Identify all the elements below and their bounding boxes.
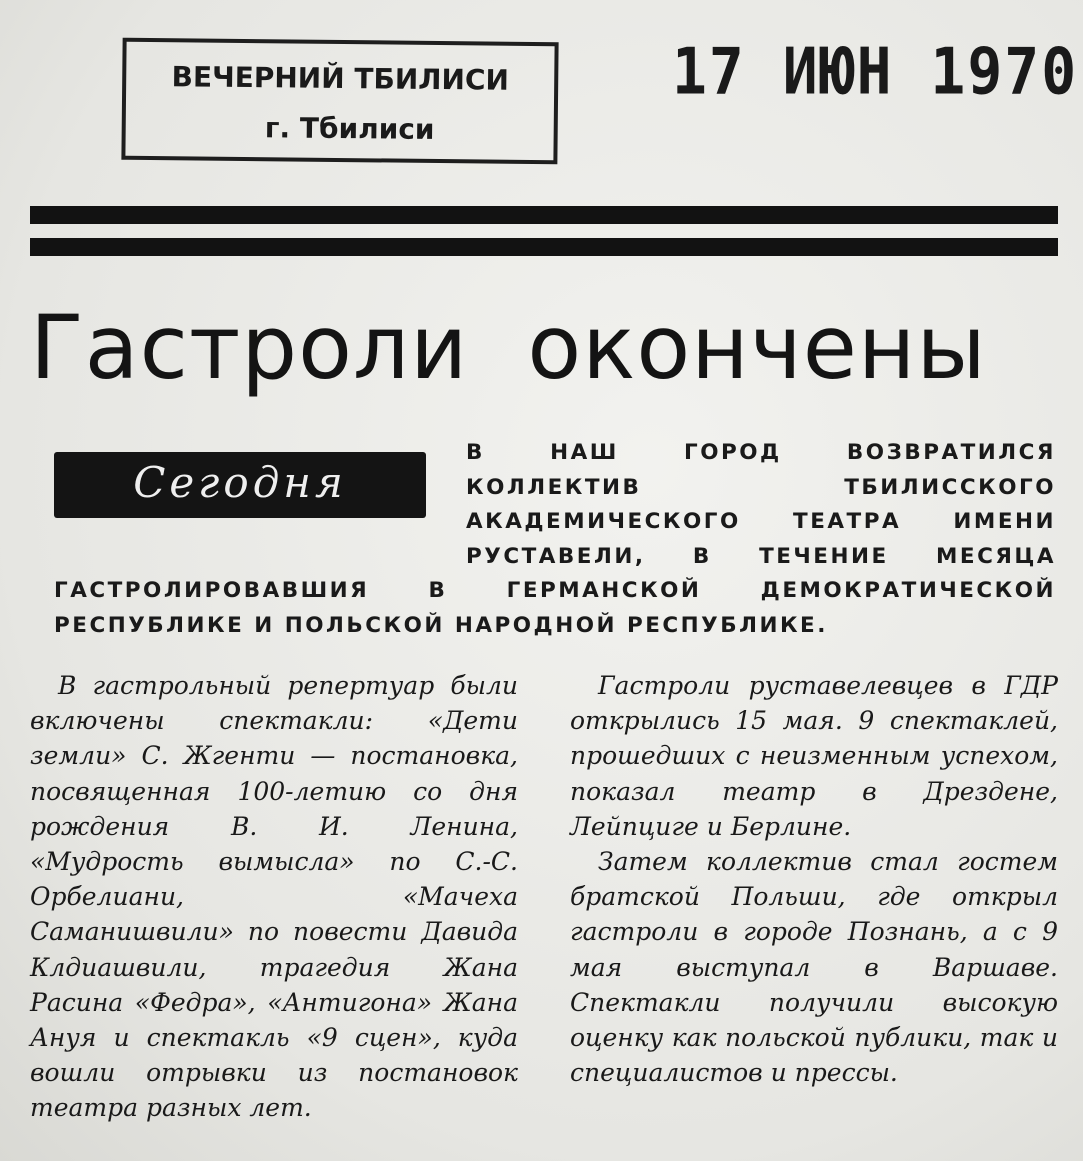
newspaper-source-stamp	[121, 38, 558, 165]
header-rule-bottom	[30, 238, 1058, 256]
rubric-badge	[54, 452, 426, 518]
column-right-paragraph-2: Затем коллектив стал гостем братской Польши, где открыл гастроли в городе Познань, а с 9 мая выступал в Варшаве. Спектакли получили высокую оценку как польской публики, так и специалистов и прессы.	[570, 847, 1058, 1088]
column-left-paragraph: В гастрольный репертуар были включены спектакли: «Дети земли» С. Жгенти — постановка, посвященная 100-летию со дня рождения В. И. Ленина, «Мудрость вымысла» по С.-С. Орбелиани, «Мачеха Саманишвили» по повести Давида Клдиашвили, трагедия Жана Расина «Федра», «Антигона» Жана Ануя и спектакль «9 сцен», куда вошли отрывки из постановок театра разных лет.	[30, 671, 518, 1123]
lead-text: В НАШ ГОРОД ВОЗВРАТИЛСЯ КОЛЛЕКТИВ ТБИЛИССКОГО АКАДЕМИЧЕСКОГО ТЕАТРА ИМЕНИ РУСТАВЕЛИ, В ТЕЧЕНИЕ МЕСЯЦА ГАСТРОЛИРОВАВШИЯ В ГЕРМАНСКОЙ ДЕМОКРАТИЧЕСКОЙ РЕСПУБЛИКЕ И ПОЛЬСКОЙ НАРОДНОЙ РЕСПУБЛИКЕ.	[54, 440, 1056, 638]
article-column-left	[30, 668, 518, 1126]
stamp-newspaper-name: ВЕЧЕРНИЙ ТБИЛИСИ	[171, 60, 510, 97]
header-rule-top	[30, 206, 1058, 224]
column-right-paragraph-1: Гастроли руставелевцев в ГДР открылись 15 мая. 9 спектаклей, прошедших с неизменным успехом, показал театр в Дрездене, Лейпциге и Берлине.	[570, 671, 1058, 841]
stamp-city: г. Тбилиси	[264, 111, 435, 146]
rubric-label: Сегодня	[133, 458, 347, 507]
date-stamp: 17 ИЮН 1970	[672, 34, 1079, 109]
article-column-right	[570, 668, 1058, 1090]
article-headline: Гастроли окончены	[30, 296, 987, 399]
